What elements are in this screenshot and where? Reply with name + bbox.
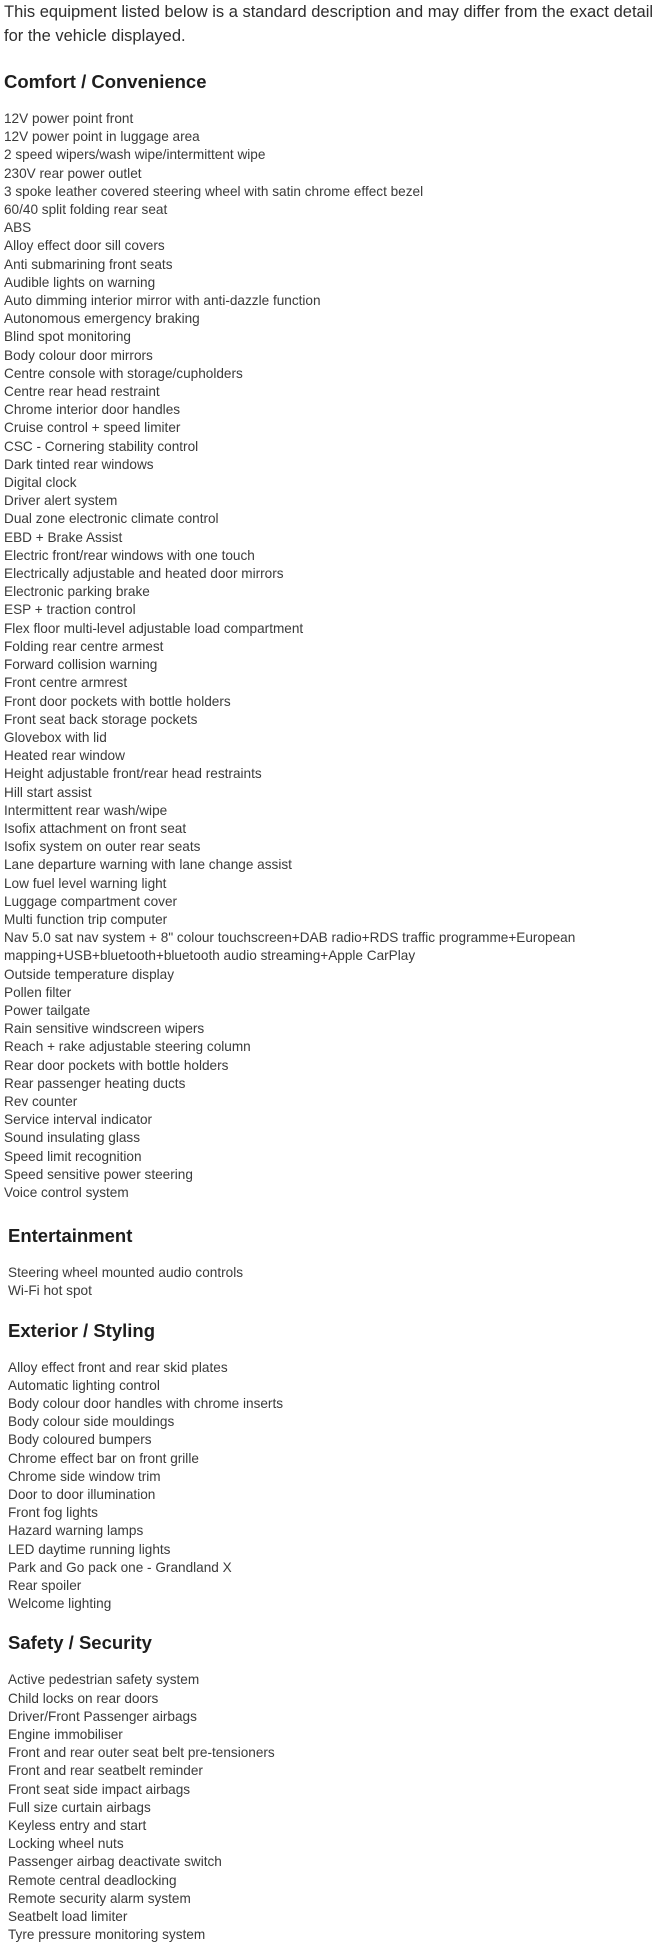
list-item: Body colour door mirrors — [4, 347, 153, 363]
list-item: Blind spot monitoring — [4, 329, 131, 345]
list-item: Luggage compartment cover — [4, 893, 178, 909]
list-item: Keyless entry and start — [8, 1818, 147, 1834]
section-title: Entertainment — [8, 1225, 133, 1247]
list-item: Flex floor multi-level adjustable load compartment — [4, 620, 304, 636]
section-comfort-convenience — [4, 48, 667, 1202]
list-item: Locking wheel nuts — [8, 1836, 124, 1852]
equipment-list — [4, 110, 667, 1202]
intro-disclaimer: This equipment listed below is a standard description and may differ from the exact detail for the vehicle displayed. — [4, 3, 654, 45]
list-item: Chrome effect bar on front grille — [8, 1450, 199, 1466]
list-item: Seatbelt load limiter — [8, 1909, 128, 1925]
list-item: Hazard warning lamps — [8, 1523, 144, 1539]
list-item: Front door pockets with bottle holders — [4, 693, 231, 709]
list-item: Body colour side mouldings — [8, 1414, 175, 1430]
list-item: Alloy effect door sill covers — [4, 238, 165, 254]
section-exterior-styling — [4, 1301, 667, 1614]
list-item: Wi-Fi hot spot — [8, 1283, 92, 1299]
list-item: Rear passenger heating ducts — [4, 1075, 186, 1091]
list-item: Chrome side window trim — [8, 1468, 161, 1484]
list-item: Front and rear outer seat belt pre-tensioners — [8, 1745, 275, 1761]
section-title: Exterior / Styling — [8, 1319, 156, 1341]
list-item: 12V power point in luggage area — [4, 129, 200, 145]
equipment-list — [8, 1671, 667, 1944]
list-item: Rear door pockets with bottle holders — [4, 1057, 229, 1073]
list-item: Rain sensitive windscreen wipers — [4, 1021, 205, 1037]
list-item: Service interval indicator — [4, 1112, 153, 1128]
list-item: Reach + rake adjustable steering column — [4, 1039, 251, 1055]
list-item: Forward collision warning — [4, 657, 158, 673]
list-item: Lane departure warning with lane change assist — [4, 857, 292, 873]
list-item: Passenger airbag deactivate switch — [8, 1854, 222, 1870]
list-item: Automatic lighting control — [8, 1377, 160, 1393]
list-item: Auto dimming interior mirror with anti-dazzle function — [4, 293, 321, 309]
section-title: Safety / Security — [8, 1632, 152, 1654]
list-item: Body colour door handles with chrome inserts — [8, 1396, 284, 1411]
list-item: Park and Go pack one - Grandland X — [8, 1559, 232, 1575]
list-item: Electrically adjustable and heated door mirrors — [4, 566, 284, 582]
list-item: Front seat back storage pockets — [4, 711, 198, 727]
list-item: Centre console with storage/cupholders — [4, 365, 243, 381]
list-item: Driver alert system — [4, 493, 118, 509]
list-item: Front seat side impact airbags — [8, 1781, 191, 1797]
list-item: EBD + Brake Assist — [4, 529, 123, 545]
list-item: Driver/Front Passenger airbags — [8, 1708, 197, 1724]
list-item: Full size curtain airbags — [8, 1799, 151, 1815]
list-item: Heated rear window — [4, 748, 125, 764]
list-item: Nav 5.0 sat nav system + 8" colour touchscreen+DAB radio+RDS traffic programme+European mapping+USB+bluetooth+bluetooth audio streaming+Apple CarPlay — [4, 930, 576, 964]
list-item: Intermittent rear wash/wipe — [4, 802, 168, 818]
list-item: Dual zone electronic climate control — [4, 511, 219, 527]
list-item: Centre rear head restraint — [4, 384, 160, 400]
list-item: Front and rear seatbelt reminder — [8, 1763, 203, 1779]
equipment-list — [8, 1264, 667, 1300]
list-item: Speed limit recognition — [4, 1148, 142, 1164]
list-item: Isofix attachment on front seat — [4, 820, 187, 836]
equipment-list — [8, 1359, 667, 1614]
list-item: Remote central deadlocking — [8, 1872, 177, 1888]
list-item: Low fuel level warning light — [4, 875, 167, 891]
list-item: LED daytime running lights — [8, 1541, 171, 1557]
list-item: Dark tinted rear windows — [4, 456, 154, 472]
list-item: Pollen filter — [4, 984, 72, 1000]
section-safety-security — [4, 1613, 667, 1944]
list-item: Power tailgate — [4, 1002, 91, 1018]
section-entertainment — [4, 1206, 667, 1300]
list-item: Autonomous emergency braking — [4, 311, 200, 327]
list-item: Welcome lighting — [8, 1596, 112, 1612]
list-item: Door to door illumination — [8, 1487, 156, 1503]
list-item: Audible lights on warning — [4, 274, 156, 290]
list-item: Electronic parking brake — [4, 584, 150, 600]
list-item: CSC - Cornering stability control — [4, 438, 199, 454]
list-item: 3 spoke leather covered steering wheel with satin chrome effect bezel — [4, 183, 424, 199]
list-item: Rear spoiler — [8, 1578, 82, 1594]
list-item: Voice control system — [4, 1184, 129, 1200]
list-item: Digital clock — [4, 475, 77, 491]
list-item: Body coloured bumpers — [8, 1432, 152, 1448]
list-item: 12V power point front — [4, 111, 134, 126]
list-item: 2 speed wipers/wash wipe/intermittent wipe — [4, 147, 266, 163]
list-item: ABS — [4, 220, 32, 236]
list-item: Remote security alarm system — [8, 1890, 191, 1906]
list-item: Active pedestrian safety system — [8, 1672, 200, 1688]
list-item: Steering wheel mounted audio controls — [8, 1265, 244, 1281]
list-item: Isofix system on outer rear seats — [4, 839, 201, 855]
list-item: Sound insulating glass — [4, 1130, 141, 1146]
list-item: Rev counter — [4, 1093, 78, 1109]
list-item: Tyre pressure monitoring system — [8, 1927, 206, 1943]
list-item: Anti submarining front seats — [4, 256, 173, 272]
list-item: Alloy effect front and rear skid plates — [8, 1359, 228, 1375]
list-item: Speed sensitive power steering — [4, 1166, 193, 1182]
list-item: ESP + traction control — [4, 602, 136, 618]
list-item: 60/40 split folding rear seat — [4, 202, 168, 218]
list-item: Electric front/rear windows with one touch — [4, 547, 255, 563]
list-item: Folding rear centre armest — [4, 638, 164, 654]
list-item: Front fog lights — [8, 1505, 98, 1521]
list-item: Glovebox with lid — [4, 729, 107, 745]
list-item: Engine immobiliser — [8, 1727, 123, 1743]
list-item: Child locks on rear doors — [8, 1690, 159, 1706]
list-item: Height adjustable front/rear head restraints — [4, 766, 262, 782]
list-item: Multi function trip computer — [4, 911, 168, 927]
list-item: Outside temperature display — [4, 966, 175, 982]
list-item: 230V rear power outlet — [4, 165, 142, 181]
section-title: Comfort / Convenience — [4, 71, 207, 92]
list-item: Hill start assist — [4, 784, 92, 800]
list-item: Front centre armrest — [4, 675, 128, 691]
list-item: Cruise control + speed limiter — [4, 420, 181, 436]
list-item: Chrome interior door handles — [4, 402, 181, 418]
